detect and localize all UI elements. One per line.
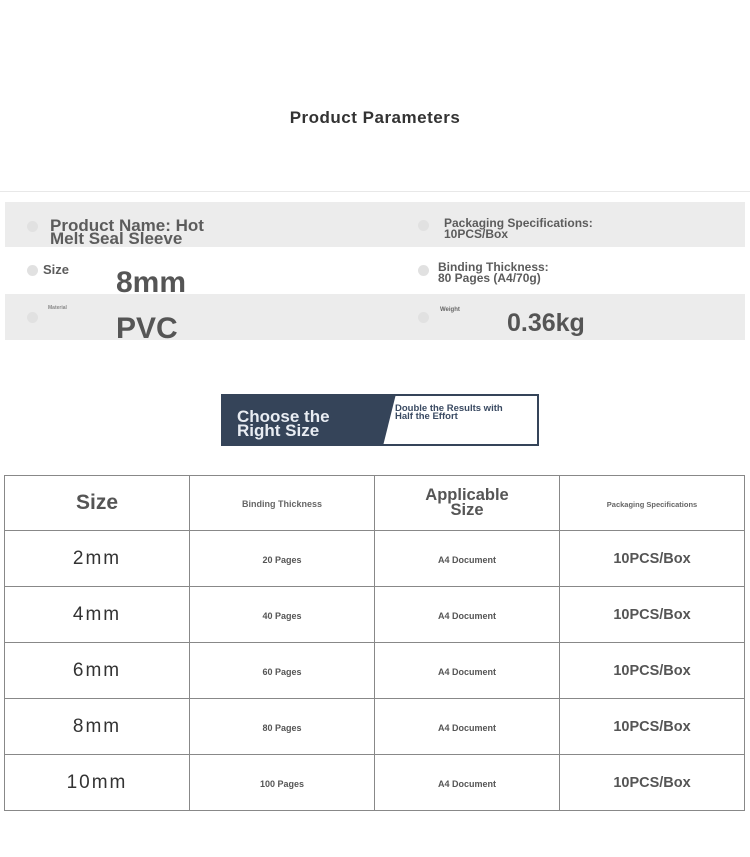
packaging-spec: Packaging Specifications: 10PCS/Box [444, 216, 593, 241]
cell-size: 2mm [5, 531, 190, 587]
size-label: Size [43, 262, 70, 277]
cell-applicable: A4 Document [375, 755, 560, 811]
bullet-icon [27, 312, 38, 323]
size-spec-table [4, 475, 745, 811]
table-row [5, 643, 745, 699]
size-value: 8mm [116, 266, 187, 299]
weight-label: Weight [440, 307, 460, 313]
table-header-row [5, 476, 745, 531]
cell-packaging: 10PCS/Box [560, 531, 745, 587]
page-title: Product Parameters [289, 108, 461, 127]
cell-applicable: A4 Document [375, 643, 560, 699]
cell-binding: 40 Pages [190, 587, 375, 643]
table-row [5, 755, 745, 811]
cell-packaging: 10PCS/Box [560, 755, 745, 811]
col-header-packaging: Packaging Specifications [560, 476, 745, 531]
table-row [5, 587, 745, 643]
cell-applicable: A4 Document [375, 587, 560, 643]
material-value: PVC [116, 312, 178, 340]
banner-right-text: Double the Results with Half the Effort [395, 403, 503, 422]
cell-size: 10mm [5, 755, 190, 811]
choose-size-banner [221, 394, 539, 446]
table-row [5, 531, 745, 587]
cell-binding: 60 Pages [190, 643, 375, 699]
col-header-size: Size [5, 476, 190, 531]
col-header-applicable: Applicable Size [375, 476, 560, 531]
cell-size: 4mm [5, 587, 190, 643]
banner-frame [221, 394, 539, 446]
bullet-icon [27, 221, 38, 232]
weight-value: 0.36kg [507, 309, 585, 337]
cell-packaging: 10PCS/Box [560, 699, 745, 755]
bullet-icon [418, 220, 429, 231]
cell-size: 6mm [5, 643, 190, 699]
cell-applicable: A4 Document [375, 699, 560, 755]
cell-applicable: A4 Document [375, 531, 560, 587]
product-name: Product Name: Hot Melt Seal Sleeve [50, 216, 204, 248]
cell-packaging: 10PCS/Box [560, 587, 745, 643]
cell-size: 8mm [5, 699, 190, 755]
bullet-icon [418, 265, 429, 276]
col-header-binding: Binding Thickness [190, 476, 375, 531]
cell-binding: 100 Pages [190, 755, 375, 811]
material-label: Material [48, 305, 67, 311]
banner-left-text: Choose the Right Size [237, 407, 330, 440]
divider [0, 191, 750, 192]
cell-packaging: 10PCS/Box [560, 643, 745, 699]
binding-thickness: Binding Thickness: 80 Pages (A4/70g) [438, 260, 549, 285]
cell-binding: 20 Pages [190, 531, 375, 587]
bullet-icon [27, 265, 38, 276]
bullet-icon [418, 312, 429, 323]
table-row [5, 699, 745, 755]
cell-binding: 80 Pages [190, 699, 375, 755]
